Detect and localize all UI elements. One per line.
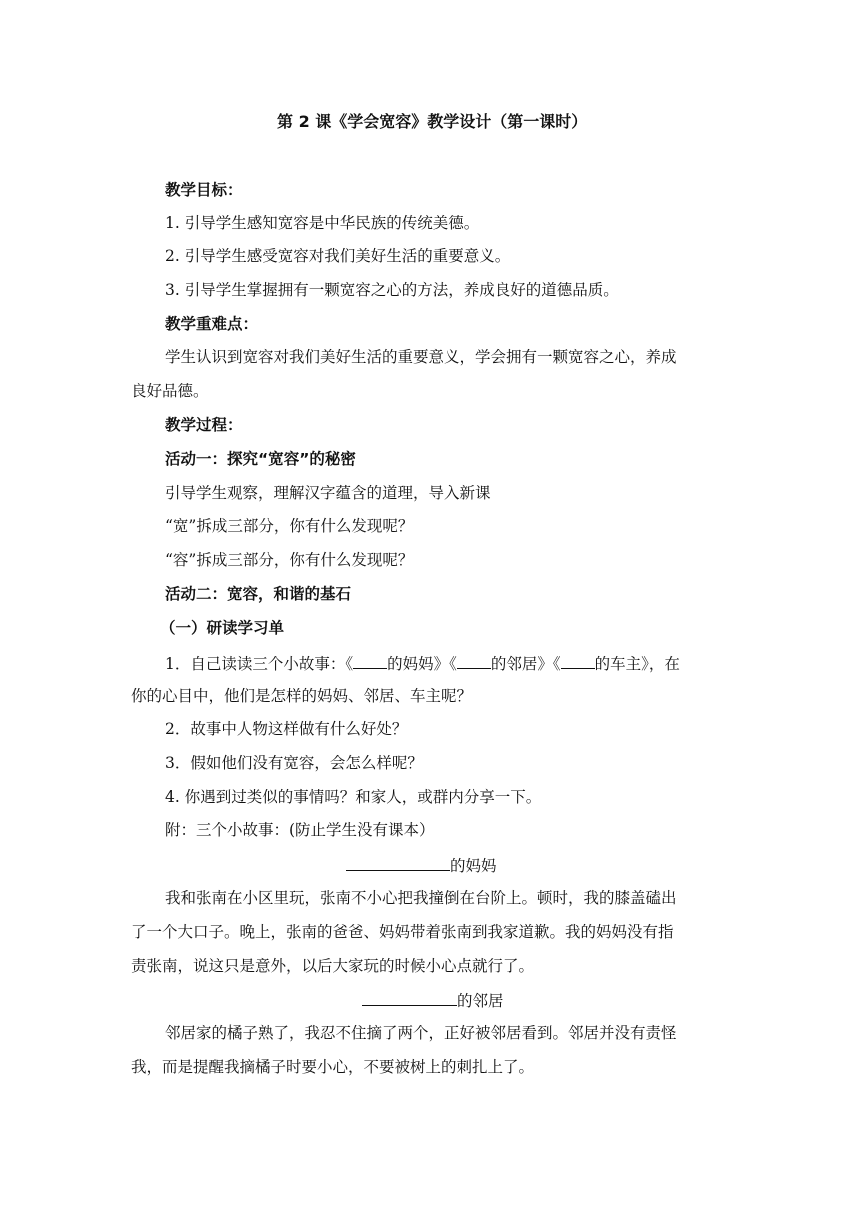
question-1 bbox=[165, 652, 680, 674]
fill-blank bbox=[457, 652, 491, 669]
question-1-part: 的妈妈》《 bbox=[387, 655, 457, 673]
question-4: 4. 你遇到过类似的事情吗？和家人，或群内分享一下。 bbox=[165, 788, 542, 806]
question-1-part: 的邻居》《 bbox=[490, 655, 561, 673]
activity1-line: 引导学生观察，理解汉字蕴含的道理，导入新课 bbox=[165, 484, 491, 502]
keypoints-text: 学生认识到宽容对我们美好生活的重要意义，学会拥有一颗宽容之心，养成 bbox=[165, 348, 677, 366]
fill-blank bbox=[561, 652, 595, 669]
activity1-line: “容”拆成三部分，你有什么发现呢？ bbox=[165, 551, 414, 569]
question-1-continued: 你的心目中，他们是怎样的妈妈、邻居、车主呢？ bbox=[131, 687, 473, 705]
story1-title-suffix: 的妈妈 bbox=[450, 857, 497, 875]
objective-item: 1. 引导学生感知宽容是中华民族的传统美德。 bbox=[165, 214, 480, 232]
activity2-heading: 活动二：宽容，和谐的基石 bbox=[165, 585, 352, 603]
story2-title-suffix: 的邻居 bbox=[457, 992, 504, 1010]
story1-text: 了一个大口子。晚上，张南的爸爸、妈妈带着张南到我家道歉。我的妈妈没有指 bbox=[131, 923, 674, 941]
question-1-part: 1．自己读读三个小故事：《 bbox=[165, 655, 354, 673]
story1-text: 责张南，说这只是意外，以后大家玩的时候小心点就行了。 bbox=[131, 957, 535, 975]
story2-text: 我，而是提醒我摘橘子时要小心，不要被树上的刺扎上了。 bbox=[131, 1058, 535, 1076]
document-title: 第 2 课《学会宽容》教学设计（第一课时） bbox=[277, 112, 588, 131]
keypoints-text: 良好品德。 bbox=[131, 382, 209, 400]
objectives-heading: 教学目标： bbox=[165, 181, 243, 199]
fill-blank bbox=[362, 989, 457, 1006]
story2-title bbox=[362, 989, 504, 1011]
activity1-line: “宽”拆成三部分，你有什么发现呢？ bbox=[165, 517, 414, 535]
keypoints-heading: 教学重难点： bbox=[165, 315, 259, 333]
question-2: 2．故事中人物这样做有什么好处？ bbox=[165, 720, 408, 738]
activity1-heading: 活动一：探究“宽容”的秘密 bbox=[165, 450, 356, 468]
process-heading: 教学过程： bbox=[165, 416, 243, 434]
story2-text: 邻居家的橘子熟了，我忍不住摘了两个，正好被邻居看到。邻居并没有责怪 bbox=[165, 1024, 677, 1042]
objective-item: 2. 引导学生感受宽容对我们美好生活的重要意义。 bbox=[165, 247, 511, 265]
question-1-part: 的车主》，在 bbox=[594, 655, 680, 673]
question-3: 3．假如他们没有宽容，会怎么样呢？ bbox=[165, 754, 423, 772]
appendix-note: 附：三个小故事：(防止学生没有课本） bbox=[165, 821, 435, 839]
fill-blank bbox=[353, 652, 387, 669]
fill-blank bbox=[346, 854, 450, 871]
study-sheet-heading: （一）研读学习单 bbox=[160, 619, 285, 637]
objective-item: 3. 引导学生掌握拥有一颗宽容之心的方法，养成良好的道德品质。 bbox=[165, 281, 619, 299]
story1-text: 我和张南在小区里玩，张南不小心把我撞倒在台阶上。顿时，我的膝盖磕出 bbox=[165, 889, 677, 907]
story1-title bbox=[346, 854, 497, 876]
